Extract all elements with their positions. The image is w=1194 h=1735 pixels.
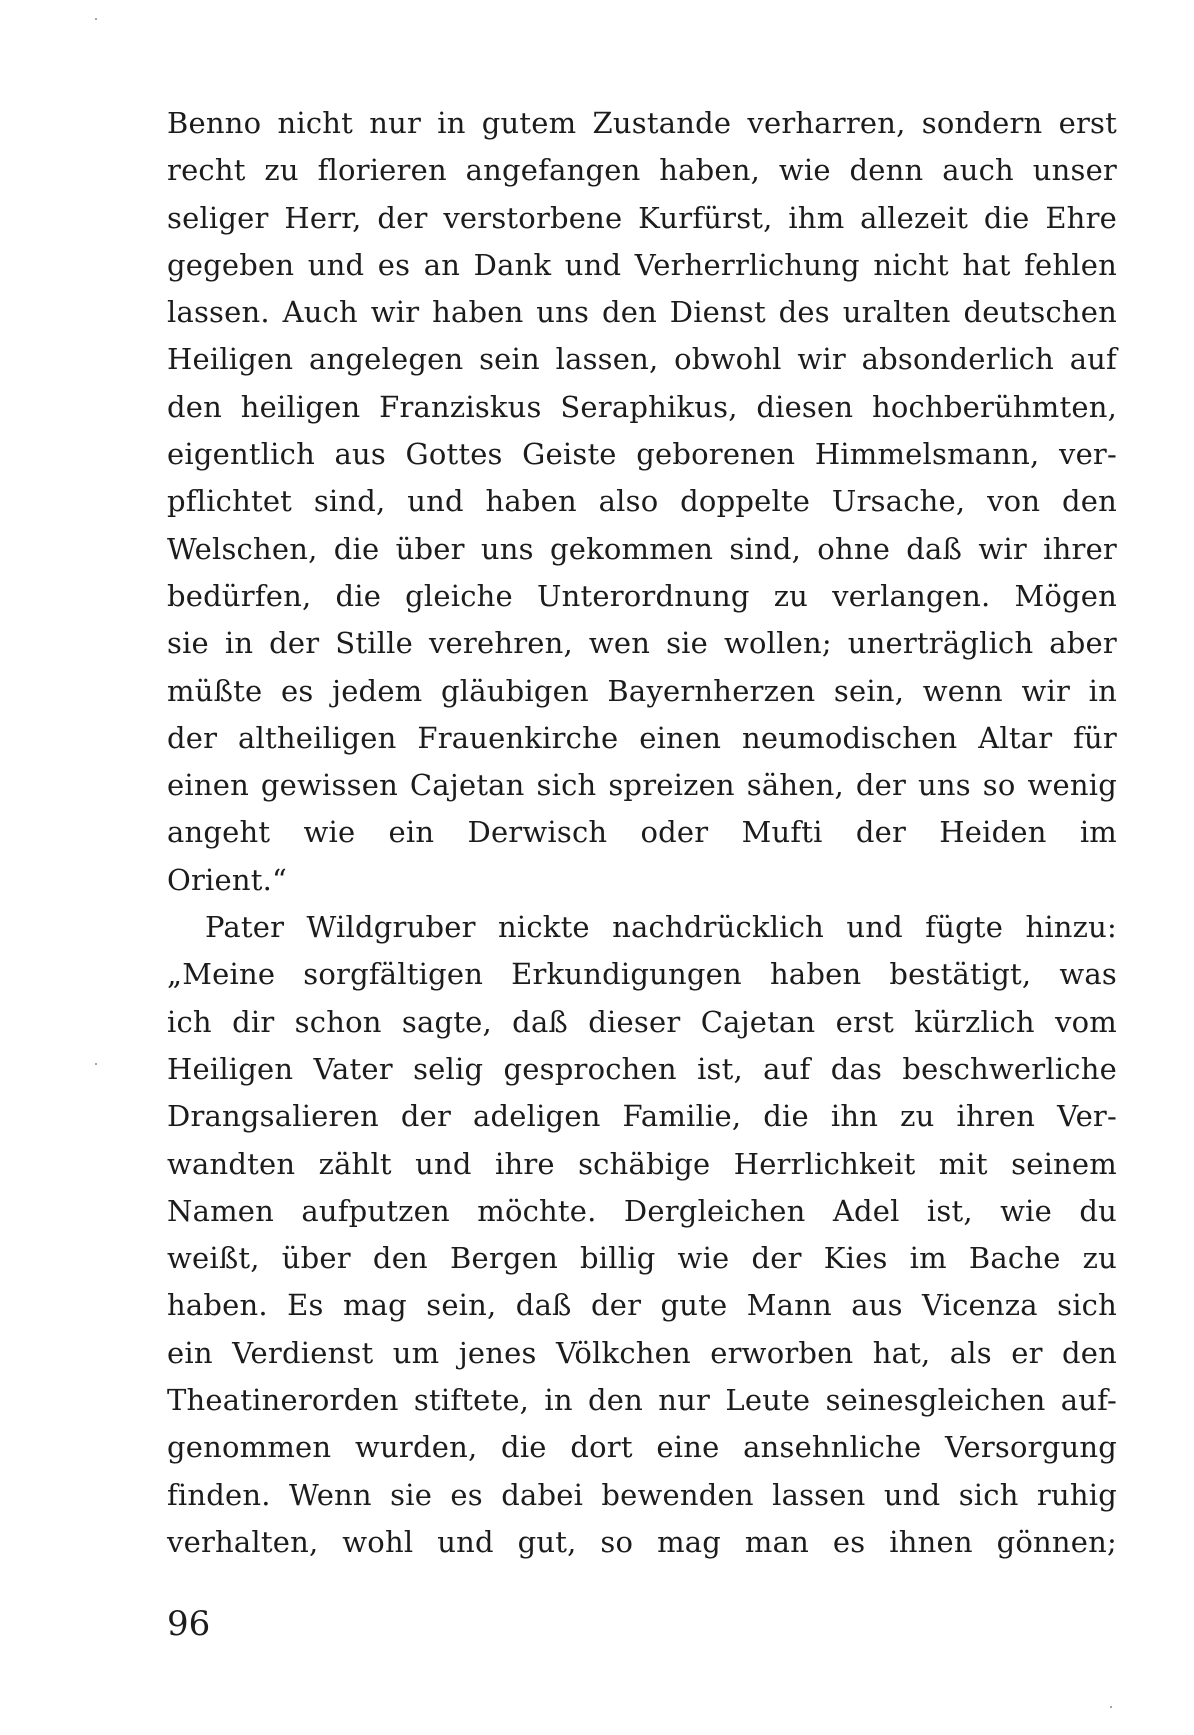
text-line: pflichtet sind, und haben also doppelte Ursache, von den [167, 484, 1117, 519]
text-line: Namen aufputzen möchte. Dergleichen Adel ist, wie du [167, 1193, 1117, 1228]
text-line: lassen. Auch wir haben uns den Dienst des uralten deutschen [167, 295, 1117, 330]
text-line: Benno nicht nur in gutem Zustande verharren, sondern erst [167, 106, 1117, 140]
text-line: Theatinerorden stiftete, in den nur Leute seinesgleichen auf- [167, 1383, 1117, 1418]
text-line: ein Verdienst um jenes Völkchen erworben hat, als er den [167, 1335, 1117, 1370]
text-line: der altheiligen Frauenkirche einen neumodischen Altar für [167, 720, 1117, 755]
text-line: „Meine sorgfältigen Erkundigungen haben bestätigt, was [167, 957, 1117, 992]
text-line: wandten zählt und ihre schäbige Herrlichkeit mit seinem [167, 1146, 1117, 1181]
text-line: angeht wie ein Derwisch oder Mufti der Heiden im [167, 815, 1117, 850]
paper-speck [95, 18, 97, 20]
text-line: müßte es jedem gläubigen Bayernherzen sein, wenn wir in [167, 673, 1117, 708]
paragraph-end-line: Orient.“ [167, 862, 288, 897]
paper-speck [95, 1063, 97, 1065]
paragraph-start-line: Pater Wildgruber nickte nachdrücklich und fügte hinzu: [205, 910, 1117, 945]
paper-speck [1110, 1706, 1112, 1708]
page-number: 96 [167, 1604, 211, 1644]
text-line: eigentlich aus Gottes Geiste geborenen Himmelsmann, ver- [167, 437, 1117, 472]
text-line: sie in der Stille verehren, wen sie wollen; unerträglich aber [167, 626, 1117, 661]
text-line: verhalten, wohl und gut, so mag man es ihnen gönnen; [167, 1524, 1117, 1559]
text-line: gegeben und es an Dank und Verherrlichung nicht hat fehlen [167, 247, 1117, 282]
text-line: genommen wurden, die dort eine ansehnliche Versorgung [167, 1430, 1117, 1465]
text-line: Welschen, die über uns gekommen sind, ohne daß wir ihrer [167, 531, 1117, 566]
body-text [167, 100, 1117, 1566]
text-line: ich dir schon sagte, daß dieser Cajetan erst kürzlich vom [167, 1004, 1117, 1039]
text-line: Drangsalieren der adeligen Familie, die ihn zu ihren Ver- [167, 1099, 1117, 1134]
text-line: Heiligen angelegen sein lassen, obwohl wir absonderlich auf [167, 342, 1117, 377]
text-line: bedürfen, die gleiche Unterordnung zu verlangen. Mögen [167, 578, 1117, 613]
text-line: weißt, über den Bergen billig wie der Kies im Bache zu [167, 1241, 1117, 1276]
text-line: den heiligen Franziskus Seraphikus, diesen hochberühmten, [167, 389, 1117, 424]
text-line: haben. Es mag sein, daß der gute Mann aus Vicenza sich [167, 1288, 1117, 1323]
text-line: seliger Herr, der verstorbene Kurfürst, ihm allezeit die Ehre [167, 200, 1117, 235]
text-line: einen gewissen Cajetan sich spreizen sähen, der uns so wenig [167, 768, 1117, 803]
text-line: Heiligen Vater selig gesprochen ist, auf das beschwerliche [167, 1051, 1117, 1086]
text-line: finden. Wenn sie es dabei bewenden lassen und sich ruhig [167, 1477, 1117, 1512]
text-line: recht zu florieren angefangen haben, wie denn auch unser [167, 153, 1117, 188]
